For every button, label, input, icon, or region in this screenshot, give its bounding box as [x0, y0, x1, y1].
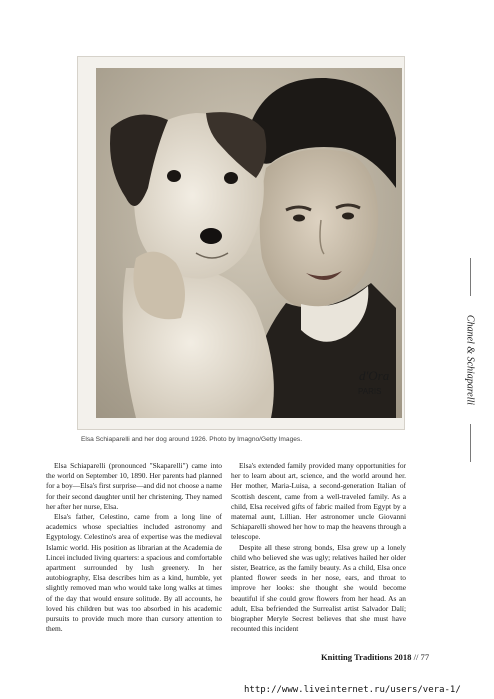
portrait-photo — [96, 68, 402, 418]
publication-name: Knitting Traditions 2018 — [321, 652, 412, 662]
paragraph: Elsa's father, Celestino, came from a long line of academics whose specialties included astronomy and Egyptology. Celestino's area of expertise was the medieval Islamic world. His position as librarian at the Academia de Lincei included living quarters: a spacious and comfortable apartment surrounded by lush greenery. In her autobiography, Elsa describes him as a kind, humble, yet slightly removed man who would take long walks at times of the day that would ensure solitude. By all accounts, he loved his children but was too absorbed in his academic pursuits to provide much more than cursory attention to them. — [46, 512, 222, 634]
sidebar-rule-bottom — [470, 424, 471, 462]
footer-separator: // — [413, 652, 419, 662]
sidebar-rule-top — [470, 258, 471, 296]
article-column-right — [231, 461, 406, 634]
article-column-left — [46, 461, 222, 634]
paragraph: Despite all these strong bonds, Elsa grew up a lonely child who believed she was ugly; relatives hailed her older sister, Beatrice, as the family beauty. As a child, Elsa once planted flower seeds in her nose, ears, and throat to improve her looks: she thought she would become beautiful if she could grow flowers from her head. As an adult, Elsa befriended the Surrealist artist Salvador Dalí; biographer Meryle Secrest believes that she must have recounted this incident — [231, 542, 406, 634]
page-footer — [321, 652, 429, 662]
page-number: 77 — [420, 652, 430, 662]
photo-caption: Elsa Schiaparelli and her dog around 1926. Photo by Imagno/Getty Images. — [81, 436, 303, 443]
sidebar-title-box — [452, 300, 488, 420]
photographer-signature: d'Ora — [359, 368, 390, 383]
sidebar-title: Chanel & Schiaparelli — [464, 314, 476, 406]
paragraph: Elsa Schiaparelli (pronounced "Skaparelli") came into the world on September 10, 1890. Her parents had planned for a boy—Elsa's first surprise—and did not choose a name for their second daughter until her christening. They named her after her nurse, Elsa. — [46, 461, 222, 511]
watermark-url: http://www.liveinternet.ru/users/vera-1/ — [244, 685, 461, 695]
paragraph: Elsa's extended family provided many opportunities for her to learn about art, science, and the world around her. Her mother, Maria-Luisa, a second-generation Italian of Scottish descent, came from a well-traveled family. As a child, Elsa received gifts of fabric mailed from Egypt by a maternal aunt, Lillian. Her astronomer uncle Giovanni Schiaparelli showed her how to map the heavens through a telescope. — [231, 461, 406, 542]
portrait-illustration — [96, 68, 402, 418]
signature-place: PARIS — [358, 387, 382, 396]
